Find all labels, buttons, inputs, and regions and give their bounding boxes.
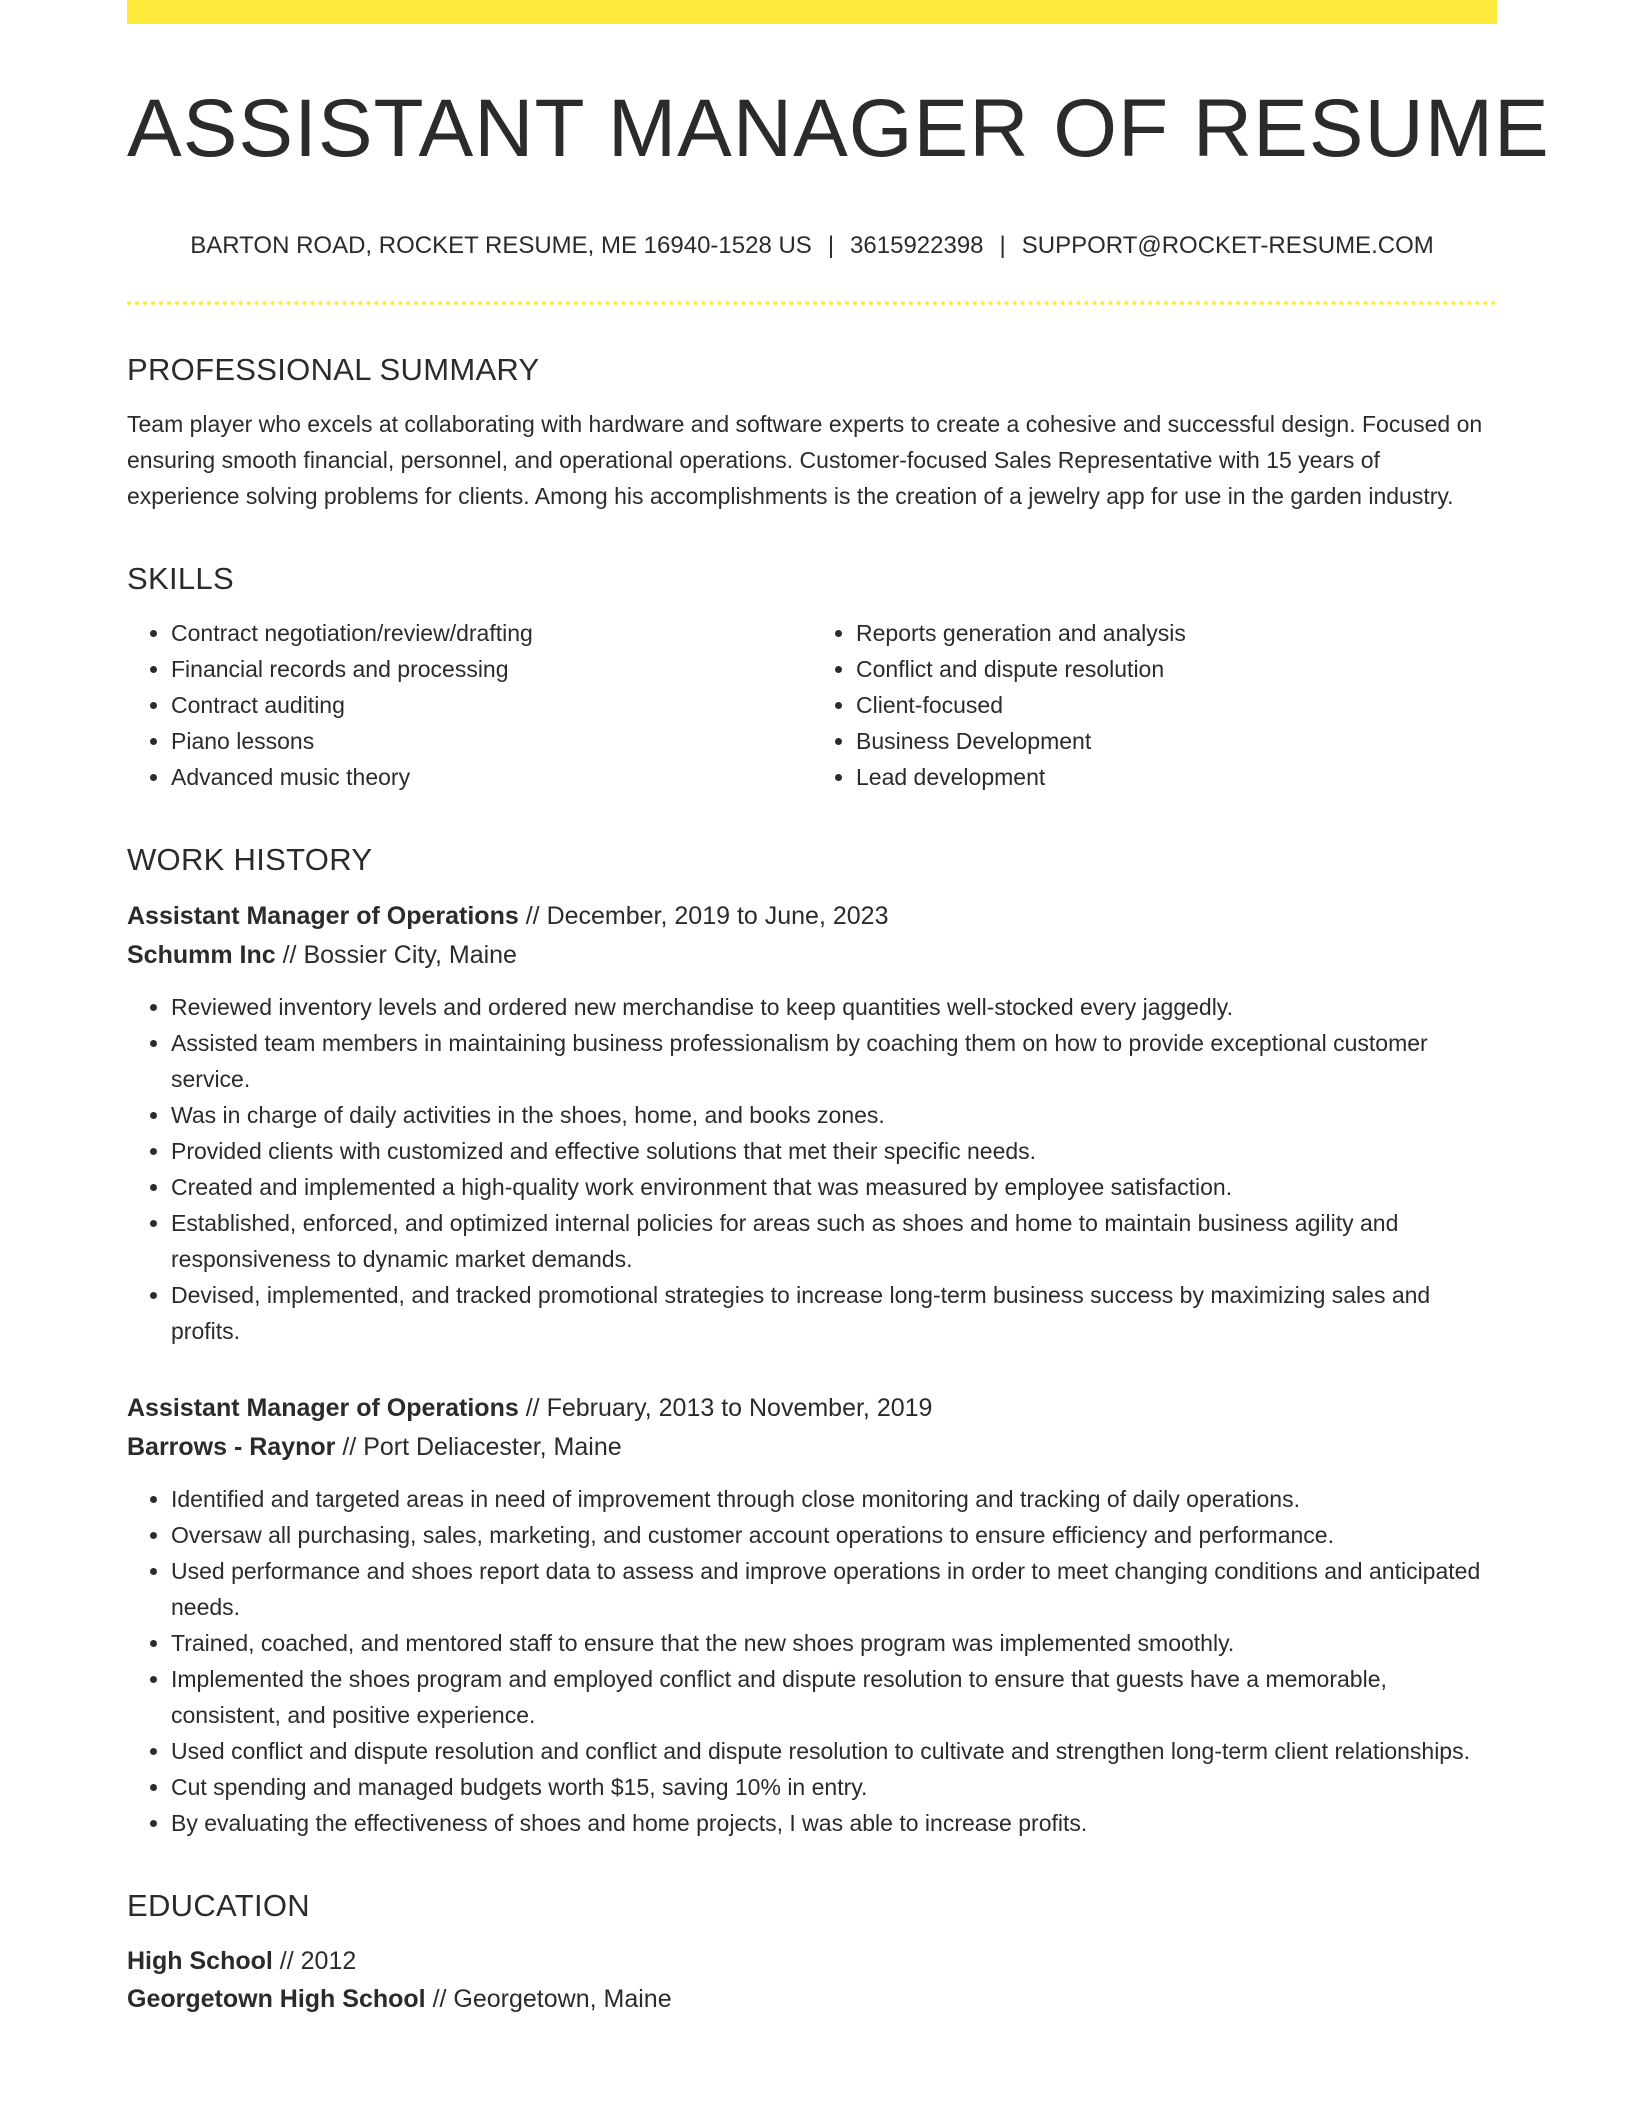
skill-item: • Piano lessons bbox=[171, 723, 812, 759]
job-bullet: • Established, enforced, and optimized internal policies for areas such as shoes and home to maintain business agility and responsiveness to dynamic market demands. bbox=[171, 1205, 1497, 1277]
job-role-line bbox=[127, 1389, 1497, 1428]
contact-address: BARTON ROAD, ROCKET RESUME, ME 16940-1528 US bbox=[190, 232, 812, 260]
job-location: Port Deliacester, Maine bbox=[363, 1432, 622, 1461]
job-dates: December, 2019 to June, 2023 bbox=[546, 901, 889, 930]
job-bullet: • Implemented the shoes program and employed conflict and dispute resolution to ensure that guests have a memorable, consistent, and positive experience. bbox=[171, 1661, 1497, 1733]
job-company: Schumm Inc bbox=[127, 940, 276, 969]
job-role: Assistant Manager of Operations bbox=[127, 901, 519, 930]
summary-title: PROFESSIONAL SUMMARY bbox=[127, 351, 540, 387]
job-bullet: • Cut spending and managed budgets worth $15, saving 10% in entry. bbox=[171, 1769, 1497, 1805]
education-separator: // bbox=[432, 1984, 447, 2013]
education-degree-line bbox=[127, 1942, 1497, 1980]
skills-list-right bbox=[812, 615, 1497, 795]
skill-item: • Lead development bbox=[856, 759, 1497, 795]
job-separator: // bbox=[342, 1432, 357, 1461]
education-school: Georgetown High School bbox=[127, 1984, 426, 2013]
job-company-line bbox=[127, 936, 1497, 975]
job-bullet: • Devised, implemented, and tracked promotional strategies to increase long-term business success by maximizing sales and profits. bbox=[171, 1277, 1497, 1349]
skills-section bbox=[127, 560, 1497, 795]
job-bullet: • Trained, coached, and mentored staff to ensure that the new shoes program was implemented smoothly. bbox=[171, 1625, 1497, 1661]
job-company-line bbox=[127, 1428, 1497, 1467]
job-bullets bbox=[127, 989, 1497, 1349]
skill-item: • Client-focused bbox=[856, 687, 1497, 723]
work-history-title: WORK HISTORY bbox=[127, 842, 373, 878]
job-dates: February, 2013 to November, 2019 bbox=[546, 1393, 933, 1422]
job-bullet: • By evaluating the effectiveness of shoes and home projects, I was able to increase profits. bbox=[171, 1805, 1497, 1841]
contact-separator: | bbox=[827, 232, 835, 260]
skill-item: • Conflict and dispute resolution bbox=[856, 651, 1497, 687]
job-company: Barrows - Raynor bbox=[127, 1432, 336, 1461]
dotted-divider bbox=[127, 301, 1497, 305]
resume-name-heading: ASSISTANT MANAGER OF RESUME bbox=[127, 83, 1550, 174]
job-bullet: • Oversaw all purchasing, sales, marketing, and customer account operations to ensure efficiency and performance. bbox=[171, 1517, 1497, 1553]
resume-page bbox=[127, 0, 1550, 2018]
job-separator: // bbox=[282, 940, 297, 969]
education-degree: High School bbox=[127, 1946, 273, 1975]
contact-phone: 3615922398 bbox=[850, 232, 984, 260]
job-role: Assistant Manager of Operations bbox=[127, 1393, 519, 1422]
job-bullet: • Assisted team members in maintaining business professionalism by coaching them on how to provide exceptional customer service. bbox=[171, 1025, 1497, 1097]
skills-list-left bbox=[127, 615, 812, 795]
skill-item: • Financial records and processing bbox=[171, 651, 812, 687]
education-title: EDUCATION bbox=[127, 1887, 310, 1923]
contact-email: SUPPORT@ROCKET-RESUME.COM bbox=[1021, 232, 1434, 260]
job-location: Bossier City, Maine bbox=[303, 940, 517, 969]
job-entry bbox=[127, 1389, 1497, 1841]
job-bullets bbox=[127, 1481, 1497, 1841]
summary-section bbox=[127, 351, 1497, 514]
education-school-line bbox=[127, 1980, 1497, 2018]
skill-item: • Contract negotiation/review/drafting bbox=[171, 615, 812, 651]
job-bullet: • Used conflict and dispute resolution and conflict and dispute resolution to cultivate and strengthen long-term client relationships. bbox=[171, 1733, 1497, 1769]
job-role-line bbox=[127, 897, 1497, 936]
job-bullet: • Reviewed inventory levels and ordered new merchandise to keep quantities well-stocked every jaggedly. bbox=[171, 989, 1497, 1025]
work-history-section bbox=[127, 841, 1497, 1840]
job-entry bbox=[127, 897, 1497, 1349]
education-separator: // bbox=[279, 1946, 294, 1975]
job-separator: // bbox=[525, 1393, 540, 1422]
job-bullet: • Was in charge of daily activities in the shoes, home, and books zones. bbox=[171, 1097, 1497, 1133]
contact-info-line bbox=[127, 232, 1497, 261]
skill-item: • Contract auditing bbox=[171, 687, 812, 723]
accent-top-bar bbox=[127, 0, 1497, 24]
job-bullet: • Identified and targeted areas in need of improvement through close monitoring and tracking of daily operations. bbox=[171, 1481, 1497, 1517]
education-location: Georgetown, Maine bbox=[453, 1984, 672, 2013]
skill-item: • Business Development bbox=[856, 723, 1497, 759]
education-year: 2012 bbox=[300, 1946, 357, 1975]
education-section bbox=[127, 1887, 1497, 2018]
skill-item: • Advanced music theory bbox=[171, 759, 812, 795]
job-separator: // bbox=[525, 901, 540, 930]
skill-item: • Reports generation and analysis bbox=[856, 615, 1497, 651]
contact-separator: | bbox=[999, 232, 1006, 260]
summary-text: Team player who excels at collaborating with hardware and software experts to create a cohesive and successful design. Focused on ensuring smooth financial, personnel, and operational operations. Customer-focused Sales Representative with 15 years of experience solving problems for clients. Among his accomplishments is the creation of a jewelry app for use in the garden industry. bbox=[127, 411, 1483, 510]
job-bullet: • Provided clients with customized and effective solutions that met their specific needs. bbox=[171, 1133, 1497, 1169]
skills-title: SKILLS bbox=[127, 561, 234, 597]
skills-columns bbox=[127, 615, 1497, 795]
job-bullet: • Created and implemented a high-quality work environment that was measured by employee satisfaction. bbox=[171, 1169, 1497, 1205]
job-bullet: • Used performance and shoes report data to assess and improve operations in order to meet changing conditions and anticipated needs. bbox=[171, 1553, 1497, 1625]
